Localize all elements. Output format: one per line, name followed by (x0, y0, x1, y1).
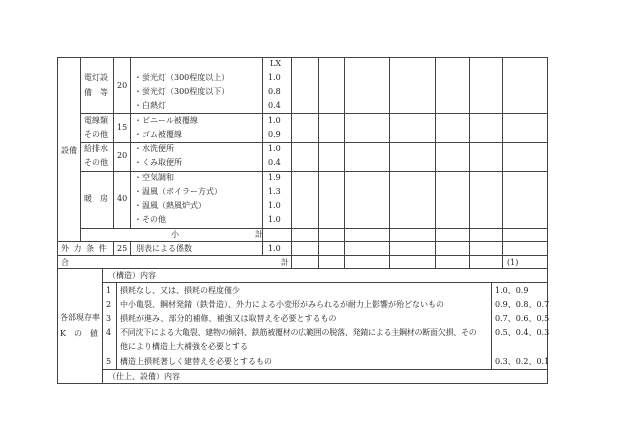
row-description: 損耗が進み、部分的補修、補強又は取替えを必要とするもの (120, 314, 337, 323)
item-label: ・ゴム被覆線 (134, 130, 182, 139)
equipment-side-label: 設備 (61, 146, 77, 155)
item-coefficient: 1.0 (268, 201, 281, 210)
col-divider (502, 57, 503, 268)
category-name: その他 (84, 130, 108, 139)
row-number: 4 (106, 328, 112, 337)
external-force-coefficient: 1.0 (268, 244, 281, 253)
item-label: ・水洗便所 (134, 144, 174, 153)
category-name: 電線類 (84, 116, 108, 125)
external-force-label: 外 力 条 件 (61, 244, 108, 253)
item-label: ・空気調和 (134, 173, 174, 182)
row-values: 0.9、0.8、0.7 (495, 300, 550, 309)
item-coefficient: 0.9 (268, 130, 281, 139)
row-number: 2 (106, 300, 112, 309)
residual-label: 各部現存率 (60, 313, 100, 322)
category-name: 暖 房 (84, 194, 108, 203)
row-divider (57, 255, 548, 256)
col-divider (469, 57, 470, 268)
col-divider (344, 57, 345, 268)
row-divider (80, 142, 548, 143)
row-values: 0.5、0.4、0.3 (495, 328, 550, 337)
finish-header: （仕上、設備）内容 (108, 372, 180, 381)
col-divider (291, 57, 292, 268)
row-description: 構造上損耗著しく建替えを必要とするもの (120, 357, 272, 366)
col-divider (389, 57, 390, 268)
item-coefficient: 0.4 (268, 101, 281, 110)
col-divider (80, 57, 81, 241)
col-divider (130, 241, 131, 255)
item-label: ・蛍光灯（300程度以上） (134, 73, 230, 82)
table-border-bottom (57, 383, 548, 384)
item-coefficient: 1.0 (268, 73, 281, 82)
row-divider (80, 171, 548, 172)
item-label: ・くみ取便所 (134, 158, 182, 167)
row-values: 1.0、0.9 (495, 286, 529, 295)
category-points: 40 (117, 194, 128, 203)
item-label: ・その他 (134, 215, 166, 224)
item-label: ・白熱灯 (134, 101, 166, 110)
row-description: 中小亀裂、鋼材発錆（鉄骨造）、外力による小変形がみられるが耐力上影響が殆どないもの (120, 300, 444, 309)
item-label: ・温風（ボイラー方式） (134, 187, 222, 196)
row-number: 3 (106, 314, 112, 323)
col-divider (262, 57, 263, 255)
subtotal-label-left: 小 (171, 230, 179, 239)
item-label: ・温風（熱風炉式） (134, 201, 206, 210)
col-divider (130, 57, 131, 228)
row-description: 損耗なし、又は、損耗の程度僅少 (120, 286, 240, 295)
total-label-left: 合 (61, 258, 69, 267)
unit-header: LX (270, 59, 282, 68)
total-mark: (1) (507, 258, 519, 267)
item-coefficient: 1.0 (268, 144, 281, 153)
row-divider (57, 268, 548, 269)
row-divider (102, 282, 548, 283)
col-divider (318, 57, 319, 268)
row-description: 不同沈下による大亀裂、建物の傾斜、鉄筋被覆材の広範囲の脱落、発錆による主鋼材の断面欠損、その (120, 328, 477, 337)
total-label-right: 計 (281, 258, 289, 267)
category-points: 20 (117, 151, 128, 160)
col-divider (116, 282, 117, 369)
category-points: 15 (117, 123, 128, 132)
col-divider (113, 241, 114, 255)
item-coefficient: 1.0 (268, 116, 281, 125)
item-label: ・ビニール被覆線 (134, 116, 198, 125)
row-values: 0.3、0.2、0.1 (495, 357, 550, 366)
row-description-continued: 他により構造上大補強を必要とする (120, 342, 248, 351)
col-divider (491, 282, 492, 369)
category-name: その他 (84, 158, 108, 167)
table-border-left (57, 57, 58, 384)
row-values: 0.7、0.6、0.5 (495, 314, 550, 323)
category-name: 給排水 (84, 144, 108, 153)
residual-label: K の 値 (60, 329, 98, 338)
item-coefficient: 1.3 (268, 187, 281, 196)
row-divider (80, 228, 548, 229)
external-force-desc: 別表による係数 (136, 244, 192, 253)
category-name: 備 等 (84, 88, 108, 97)
row-divider (80, 113, 548, 114)
item-coefficient: 1.0 (268, 215, 281, 224)
item-coefficient: 1.9 (268, 173, 281, 182)
col-divider (435, 57, 436, 268)
row-number: 1 (106, 286, 112, 295)
item-label: ・蛍光灯（300程度以下） (134, 87, 230, 96)
structure-header: （構造）内容 (108, 271, 156, 280)
row-number: 5 (106, 357, 112, 366)
category-points: 20 (117, 81, 128, 90)
external-force-points: 25 (117, 244, 128, 253)
category-name: 電灯設 (84, 73, 108, 82)
row-divider (102, 369, 548, 370)
col-divider (102, 268, 103, 384)
subtotal-label-right: 計 (255, 230, 263, 239)
item-coefficient: 0.4 (268, 158, 281, 167)
col-divider (113, 57, 114, 228)
item-coefficient: 0.8 (268, 87, 281, 96)
